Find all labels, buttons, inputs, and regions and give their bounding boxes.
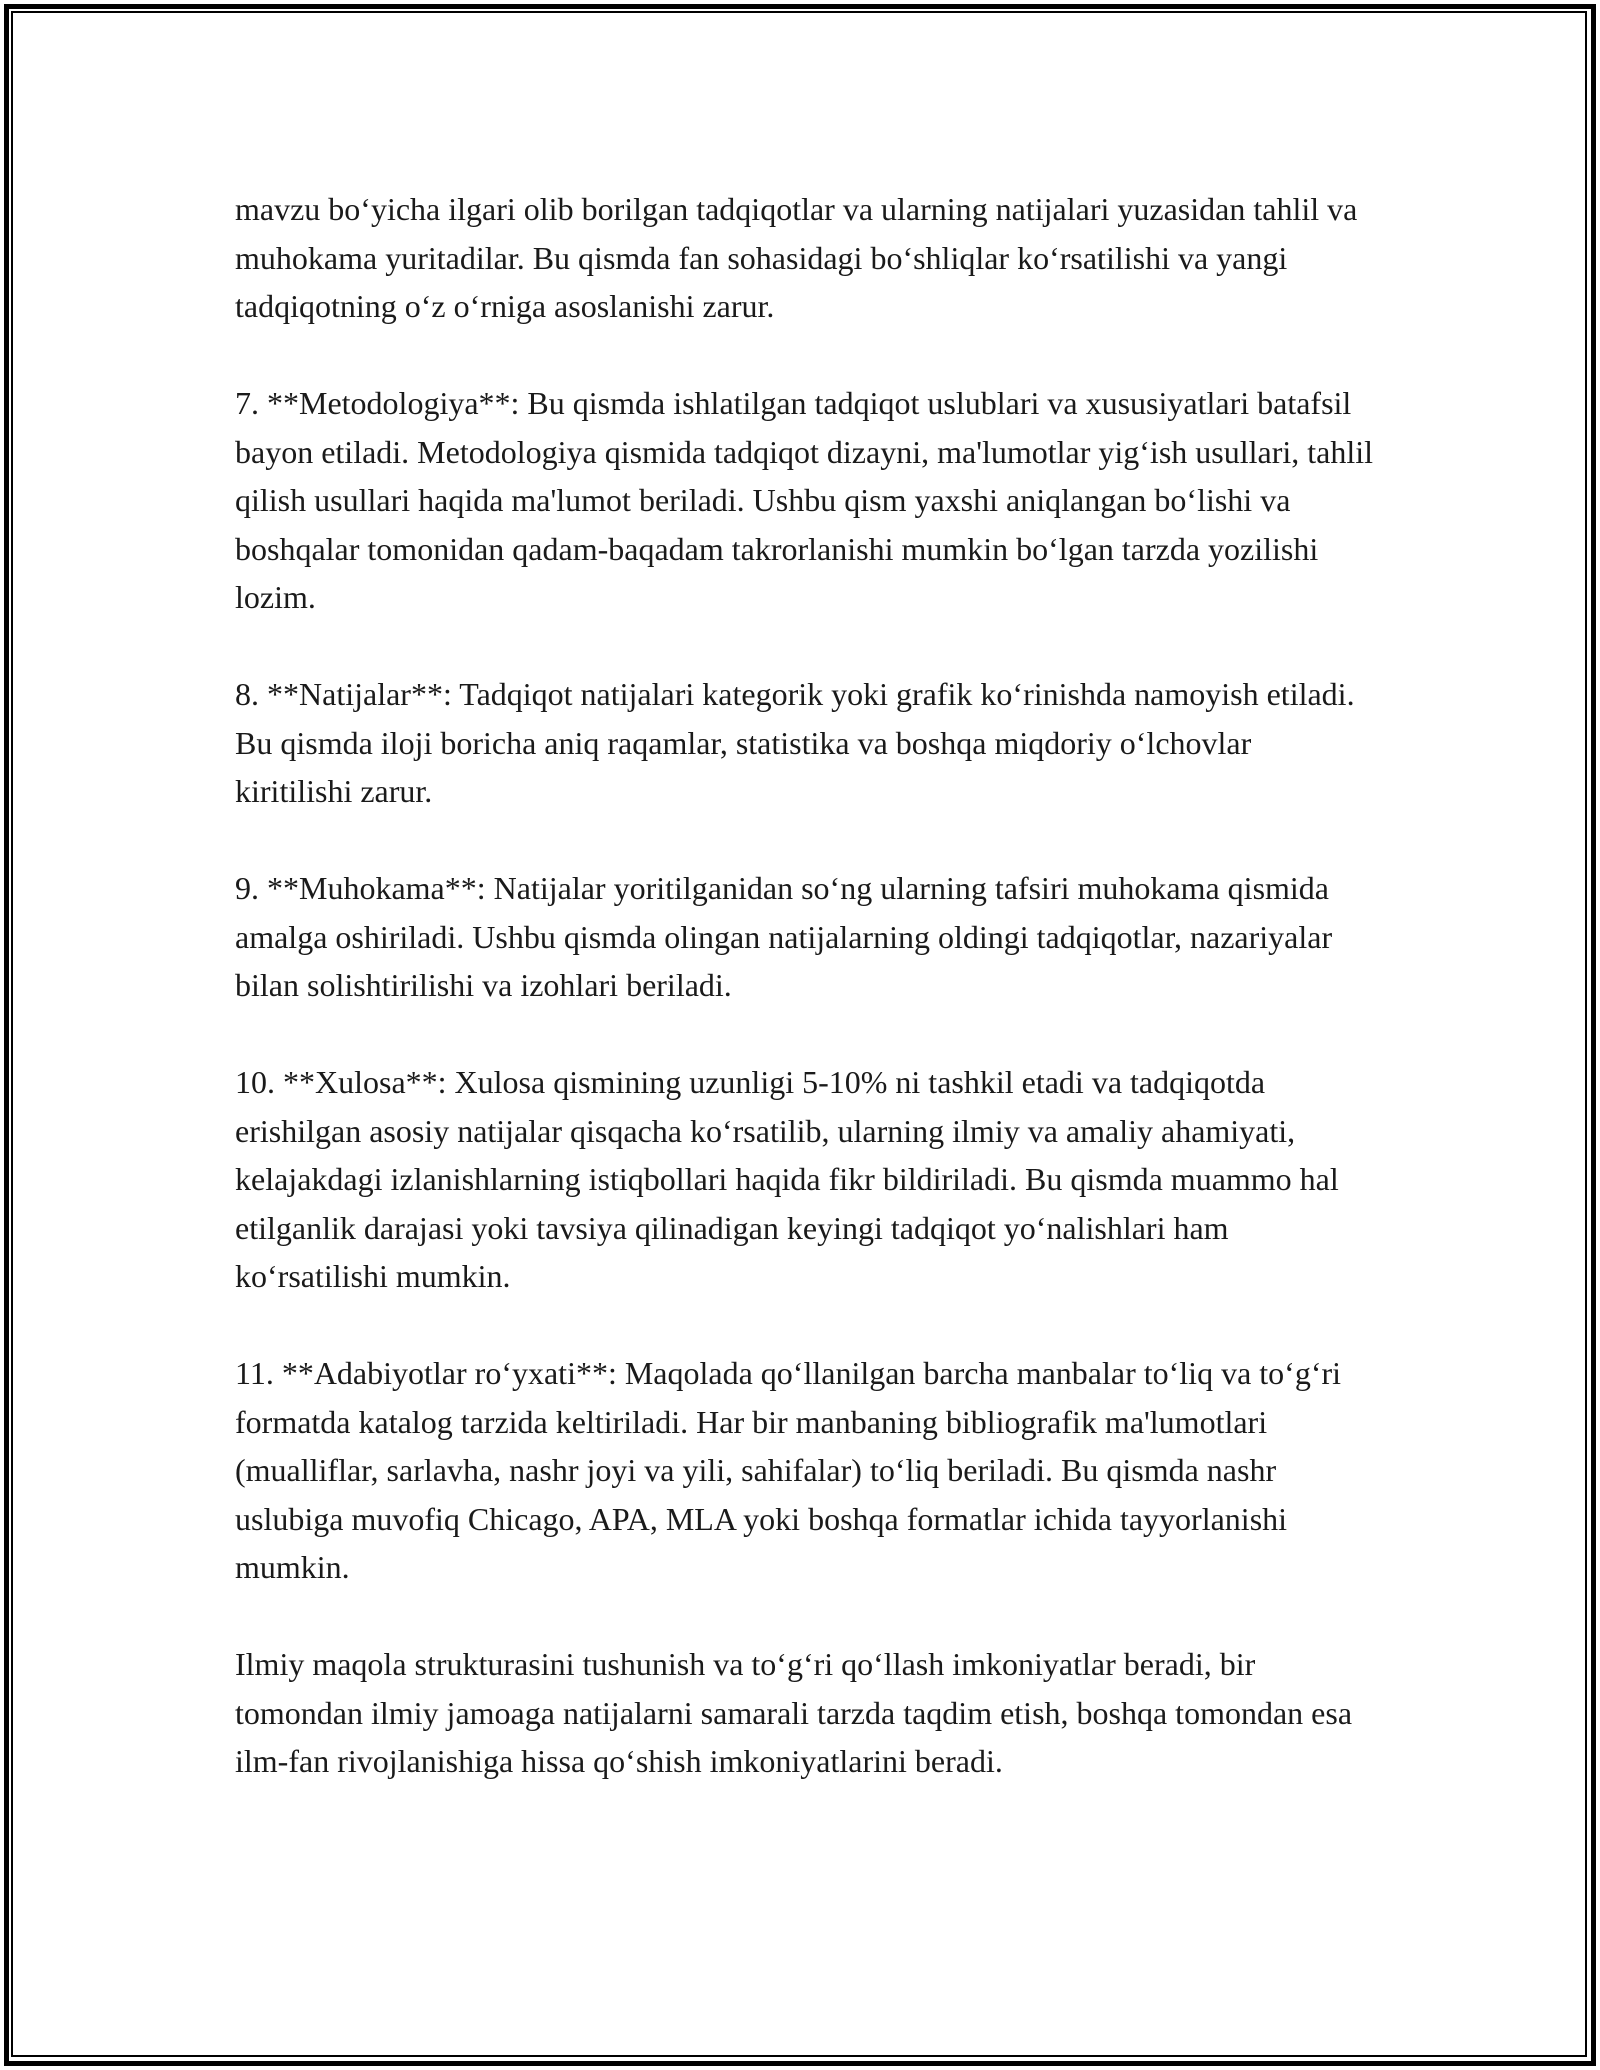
paragraph-references: 11. **Adabiyotlar ro‘yxati**: Maqolada qo‘llanilgan barcha manbalar to‘liq va to‘g‘ri formatda katalog tarzida keltiriladi. Har bir manbaning bibliografik ma'lumotlari (mualliflar, sarlavha, nashr joyi va yili, sahifalar) to‘liq beriladi. Bu qismda nashr uslubiga muvofiq Chicago, APA, MLA yoki boshqa formatlar ichida tayyorlanishi mumkin. [235, 1355, 1342, 1585]
paragraph-methodology: 7. **Metodologiya**: Bu qismda ishlatilgan tadqiqot uslublari va xususiyatlari batafsil bayon etiladi. Metodologiya qismida tadqiqot dizayni, ma'lumotlar yig‘ish usullari, tahlil qilish usullari haqida ma'lumot beriladi. Ushbu qism yaxshi aniqlangan bo‘lishi va boshqalar tomonidan qadam-baqadam takrorlanishi mumkin bo‘lgan tarzda yozilishi lozim. [235, 385, 1374, 615]
paragraph-closing: Ilmiy maqola strukturasini tushunish va to‘g‘ri qo‘llash imkoniyatlar beradi, bir tomondan ilmiy jamoaga natijalarni samarali tarzda taqdim etish, boshqa tomondan esa ilm-fan rivojlanishiga hissa qo‘shish imkoniyatlarini beradi. [235, 1646, 1353, 1779]
paragraph-conclusion: 10. **Xulosa**: Xulosa qismining uzunligi 5-10% ni tashkil etadi va tadqiqotda erishilgan asosiy natijalar qisqacha ko‘rsatilib, ularning ilmiy va amaliy ahamiyati, kelajakdagi izlanishlarning istiqbollari haqida fikr bildiriladi. Bu qismda muammo hal etilganlik darajasi yoki tavsiya qilinadigan keyingi tadqiqot yo‘nalishlari ham ko‘rsatilishi mumkin. [235, 1064, 1339, 1294]
document-body [235, 185, 1375, 1786]
paragraph-discussion: 9. **Muhokama**: Natijalar yoritilganidan so‘ng ularning tafsiri muhokama qismida amalga oshiriladi. Ushbu qismda olingan natijalarning oldingi tadqiqotlar, nazariyalar bilan solishtirilishi va izohlari beriladi. [235, 870, 1333, 1003]
paragraph-results: 8. **Natijalar**: Tadqiqot natijalari kategorik yoki grafik ko‘rinishda namoyish etiladi. Bu qismda iloji boricha aniq raqamlar, statistika va boshqa miqdoriy o‘lchovlar kiritilishi zarur. [235, 676, 1355, 809]
paragraph-literature-review-continuation: mavzu bo‘yicha ilgari olib borilgan tadqiqotlar va ularning natijalari yuzasidan tahlil va muhokama yuritadilar. Bu qismda fan sohasidagi bo‘shliqlar ko‘rsatilishi va yangi tadqiqotning o‘z o‘rniga asoslanishi zarur. [235, 191, 1358, 324]
